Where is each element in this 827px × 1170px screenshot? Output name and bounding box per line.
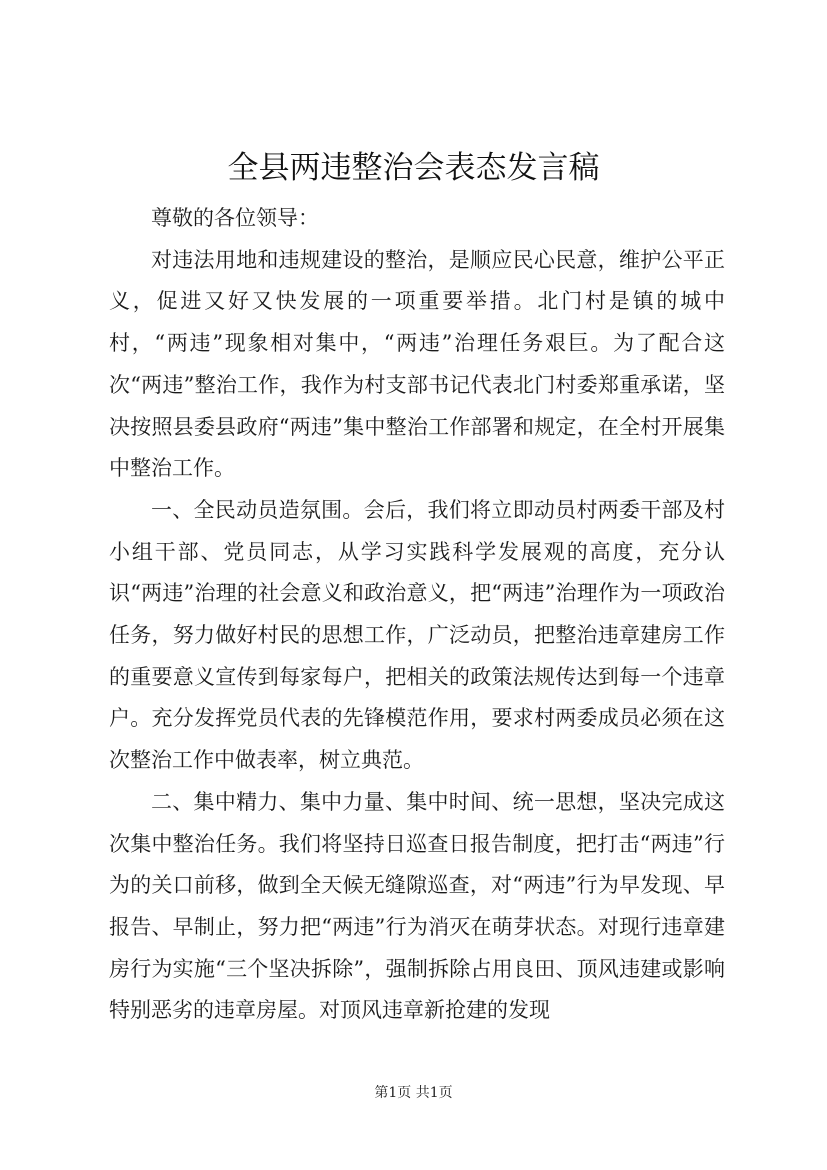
paragraph-mobilization: 一、全民动员造氛围。会后，我们将立即动员村两委干部及村小组干部、党员同志，从学习实践科学发展观的高度，充分认识“两违”治理的社会意义和政治意义，把“两违”治理作为一项政治任务，努力做好村民的思想工作，广泛动员，把整治违章建房工作的重要意义宣传到每家每户，把相关的政策法规传达到每一个违章户。充分发挥党员代表的先锋模范作用，要求村两委成员必须在这次整治工作中做表率，树立典范。 [109, 497, 725, 773]
paragraph-intro: 对违法用地和违规建设的整治，是顺应民心民意，维护公平正义，促进又好又快发展的一项重要举措。北门村是镇的城中村，“两违”现象相对集中，“两违”治理任务艰巨。为了配合这次“两违”整治工作，我作为村支部书记代表北门村委郑重承诺，坚决按照县委县政府“两违”集中整治工作部署和规定，在全村开展集中整治工作。 [109, 247, 725, 481]
page-footer: 第1页 共1页 [374, 1085, 453, 1101]
document-body [109, 198, 725, 1032]
document-title: 全县两违整治会表态发言稿 [227, 150, 600, 186]
salutation: 尊敬的各位领导： [151, 206, 319, 230]
paragraph-concentration: 二、集中精力、集中力量、集中时间、统一思想，坚决完成这次集中整治任务。我们将坚持日巡查日报告制度，把打击“两违”行为的关口前移，做到全天候无缝隙巡查，对“两违”行为早发现、早报告、早制止，努力把“两违”行为消灭在萌芽状态。对现行违章建房行为实施“三个坚决拆除”，强制拆除占用良田、顶风违建或影响特别恶劣的违章房屋。对顶风违章新抢建的发现 [109, 789, 725, 1023]
